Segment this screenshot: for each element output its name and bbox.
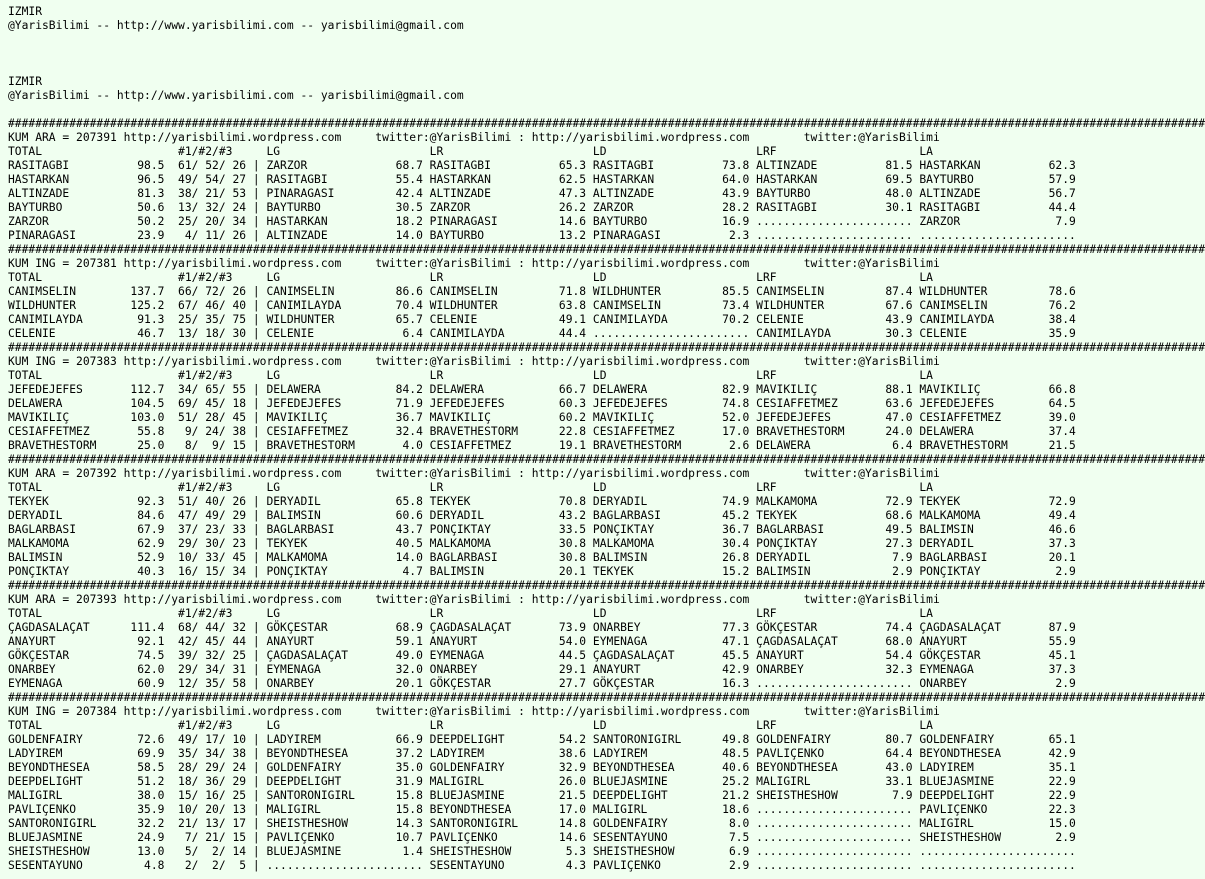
column-header-row: TOTAL #1/#2/#3 LG LR LD LRF LA: [8, 271, 933, 284]
ranking-row: SESENTAYUNO 4.8 2/ 2/ 5 | ....................... SESENTAYUNO 4.3 PAVLIÇENKO 2.9 ....................... .......................: [8, 859, 1076, 872]
ranking-row: SANTORONIGIRL 32.2 21/ 13/ 17 | SHEISTHESHOW 14.3 SANTORONIGIRL 14.8 GOLDENFAIRY 8.0 ....................... MALIGIRL 15.0: [8, 817, 1076, 830]
race-header: KUM ING = 207381 http://yarisbilimi.wordpress.com twitter:@YarisBilimi : http://yarisbilimi.wordpress.com twitter:@YarisBilimi: [8, 257, 940, 270]
race-header: KUM ING = 207384 http://yarisbilimi.wordpress.com twitter:@YarisBilimi : http://yarisbilimi.wordpress.com twitter:@YarisBilimi: [8, 705, 940, 718]
ranking-row: BAGLARBASI 67.9 37/ 23/ 33 | BAGLARBASI 43.7 PONÇIKTAY 33.5 PONÇIKTAY 36.7 BAGLARBASI 49.5 BALIMSIN 46.6: [8, 523, 1076, 536]
column-header-row: TOTAL #1/#2/#3 LG LR LD LRF LA: [8, 719, 933, 732]
ranking-row: LADYIREM 69.9 35/ 34/ 38 | BEYONDTHESEA 37.2 LADYIREM 38.6 LADYIREM 48.5 PAVLIÇENKO 64.4 BEYONDTHESEA 42.9: [8, 747, 1076, 760]
ranking-row: HASTARKAN 96.5 49/ 54/ 27 | RASITAGBI 55.4 HASTARKAN 62.5 HASTARKAN 64.0 HASTARKAN 69.5 BAYTURBO 57.9: [8, 173, 1076, 186]
ranking-row: DERYADIL 84.6 47/ 49/ 29 | BALIMSIN 60.6 DERYADIL 43.2 BAGLARBASI 45.2 TEKYEK 68.6 MALKAMOMA 49.4: [8, 509, 1076, 522]
ranking-row: CESIAFFETMEZ 55.8 9/ 24/ 38 | CESIAFFETMEZ 32.4 BRAVETHESTORM 22.8 CESIAFFETMEZ 17.0 BRAVETHESTORM 24.0 DELAWERA 37.4: [8, 425, 1076, 438]
ranking-row: PAVLIÇENKO 35.9 10/ 20/ 13 | MALIGIRL 15.8 BEYONDTHESEA 17.0 MALIGIRL 18.6 ....................... PAVLIÇENKO 22.3: [8, 803, 1076, 816]
race-header: KUM ARA = 207392 http://yarisbilimi.wordpress.com twitter:@YarisBilimi : http://yarisbilimi.wordpress.com twitter:@YarisBilimi: [8, 467, 940, 480]
race-header: KUM ING = 207383 http://yarisbilimi.wordpress.com twitter:@YarisBilimi : http://yarisbilimi.wordpress.com twitter:@YarisBilimi: [8, 355, 940, 368]
ranking-row: RASITAGBI 98.5 61/ 52/ 26 | ZARZOR 68.7 RASITAGBI 65.3 RASITAGBI 73.8 ALTINZADE 81.5 HASTARKAN 62.3: [8, 159, 1076, 172]
ranking-row: ÇAGDASALAÇAT 111.4 68/ 44/ 32 | GÖKÇESTAR 68.9 ÇAGDASALAÇAT 73.9 ONARBEY 77.3 GÖKÇESTAR 74.4 ÇAGDASALAÇAT 87.9: [8, 621, 1076, 634]
ranking-row: CELENIE 46.7 13/ 18/ 30 | CELENIE 6.4 CANIMILAYDA 44.4 ....................... CANIMILAYDA 30.3 CELENIE 35.9: [8, 327, 1076, 340]
ranking-row: BRAVETHESTORM 25.0 8/ 9/ 15 | BRAVETHESTORM 4.0 CESIAFFETMEZ 19.1 BRAVETHESTORM 2.6 DELAWERA 6.4 BRAVETHESTORM 21.5: [8, 439, 1076, 452]
ranking-row: DELAWERA 104.5 69/ 45/ 18 | JEFEDEJEFES 71.9 JEFEDEJEFES 60.3 JEFEDEJEFES 74.8 CESIAFFETMEZ 63.6 JEFEDEJEFES 64.5: [8, 397, 1076, 410]
ranking-row: BAYTURBO 50.6 13/ 32/ 24 | BAYTURBO 30.5 ZARZOR 26.2 ZARZOR 28.2 RASITAGBI 30.1 RASITAGBI 44.4: [8, 201, 1076, 214]
blank-line: [8, 103, 1073, 117]
section-separator: ################################################################################################################################################################################: [8, 579, 1205, 592]
contact-line: @YarisBilimi -- http://www.yarisbilimi.com -- yarisbilimi@gmail.com: [8, 89, 464, 102]
column-header-row: TOTAL #1/#2/#3 LG LR LD LRF LA: [8, 607, 933, 620]
ranking-row: ZARZOR 50.2 25/ 20/ 34 | HASTARKAN 18.2 PINARAGASI 14.6 BAYTURBO 16.9 ....................... ZARZOR 7.9: [8, 215, 1076, 228]
column-header-row: TOTAL #1/#2/#3 LG LR LD LRF LA: [8, 369, 933, 382]
ranking-row: ONARBEY 62.0 29/ 34/ 31 | EYMENAGA 32.0 ONARBEY 29.1 ANAYURT 42.9 ONARBEY 32.3 EYMENAGA 37.3: [8, 663, 1076, 676]
column-header-row: TOTAL #1/#2/#3 LG LR LD LRF LA: [8, 145, 933, 158]
section-separator: ################################################################################################################################################################################: [8, 117, 1205, 130]
ranking-row: MAVIKILIÇ 103.0 51/ 28/ 45 | MAVIKILIÇ 36.7 MAVIKILIÇ 60.2 MAVIKILIÇ 52.0 JEFEDEJEFES 47.0 CESIAFFETMEZ 39.0: [8, 411, 1076, 424]
ranking-row: CANIMILAYDA 91.3 25/ 35/ 75 | WILDHUNTER 65.7 CELENIE 49.1 CANIMILAYDA 70.2 CELENIE 43.9 CANIMILAYDA 38.4: [8, 313, 1076, 326]
ranking-row: ANAYURT 92.1 42/ 45/ 44 | ANAYURT 59.1 ANAYURT 54.0 EYMENAGA 47.1 ÇAGDASALAÇAT 68.0 ANAYURT 55.9: [8, 635, 1076, 648]
ranking-row: DEEPDELIGHT 51.2 18/ 36/ 29 | DEEPDELIGHT 31.9 MALIGIRL 26.0 BLUEJASMINE 25.2 MALIGIRL 33.1 BLUEJASMINE 22.9: [8, 775, 1076, 788]
blank-line: [8, 33, 1073, 47]
ranking-row: PINARAGASI 23.9 4/ 11/ 26 | ALTINZADE 14.0 BAYTURBO 13.2 PINARAGASI 2.3 ....................... .......................: [8, 229, 1076, 242]
column-header-row: TOTAL #1/#2/#3 LG LR LD LRF LA: [8, 481, 933, 494]
ranking-row: EYMENAGA 60.9 12/ 35/ 58 | ONARBEY 20.1 GÖKÇESTAR 27.7 GÖKÇESTAR 16.3 ....................... ONARBEY 2.9: [8, 677, 1076, 690]
ranking-row: BALIMSIN 52.9 10/ 33/ 45 | MALKAMOMA 14.0 BAGLARBASI 30.8 BALIMSIN 26.8 DERYADIL 7.9 BAGLARBASI 20.1: [8, 551, 1076, 564]
section-separator: ################################################################################################################################################################################: [8, 243, 1205, 256]
city-title: IZMIR: [8, 75, 43, 88]
ranking-row: GOLDENFAIRY 72.6 49/ 17/ 10 | LADYIREM 66.9 DEEPDELIGHT 54.2 SANTORONIGIRL 49.8 GOLDENFAIRY 80.7 GOLDENFAIRY 65.1: [8, 733, 1076, 746]
section-separator: ################################################################################################################################################################################: [8, 341, 1205, 354]
ranking-row: WILDHUNTER 125.2 67/ 46/ 40 | CANIMILAYDA 70.4 WILDHUNTER 63.8 CANIMSELIN 73.4 WILDHUNTER 67.6 CANIMSELIN 76.2: [8, 299, 1076, 312]
race-header: KUM ARA = 207393 http://yarisbilimi.wordpress.com twitter:@YarisBilimi : http://yarisbilimi.wordpress.com twitter:@YarisBilimi: [8, 593, 940, 606]
ranking-row: ALTINZADE 81.3 38/ 21/ 53 | PINARAGASI 42.4 ALTINZADE 47.3 ALTINZADE 43.9 BAYTURBO 48.0 ALTINZADE 56.7: [8, 187, 1076, 200]
section-separator: ################################################################################################################################################################################: [8, 691, 1205, 704]
ranking-row: MALIGIRL 38.0 15/ 16/ 25 | SANTORONIGIRL 15.8 BLUEJASMINE 21.5 DEEPDELIGHT 21.2 SHEISTHESHOW 7.9 DEEPDELIGHT 22.9: [8, 789, 1076, 802]
ranking-row: BEYONDTHESEA 58.5 28/ 29/ 24 | GOLDENFAIRY 35.0 GOLDENFAIRY 32.9 BEYONDTHESEA 40.6 BEYONDTHESEA 43.0 LADYIREM 35.1: [8, 761, 1076, 774]
ranking-row: CANIMSELIN 137.7 66/ 72/ 26 | CANIMSELIN 86.6 CANIMSELIN 71.8 WILDHUNTER 85.5 CANIMSELIN 87.4 WILDHUNTER 78.6: [8, 285, 1076, 298]
ranking-row: SHEISTHESHOW 13.0 5/ 2/ 14 | BLUEJASMINE 1.4 SHEISTHESHOW 5.3 SHEISTHESHOW 6.9 ....................... .......................: [8, 845, 1076, 858]
race-header: KUM ARA = 207391 http://yarisbilimi.wordpress.com twitter:@YarisBilimi : http://yarisbilimi.wordpress.com twitter:@YarisBilimi: [8, 131, 940, 144]
blank-line: [8, 61, 1073, 75]
ranking-row: BLUEJASMINE 24.9 7/ 21/ 15 | PAVLIÇENKO 10.7 PAVLIÇENKO 14.6 SESENTAYUNO 7.5 ....................... SHEISTHESHOW 2.9: [8, 831, 1076, 844]
ranking-row: TEKYEK 92.3 51/ 40/ 26 | DERYADIL 65.8 TEKYEK 70.8 DERYADIL 74.9 MALKAMOMA 72.9 TEKYEK 72.9: [8, 495, 1076, 508]
ranking-row: GÖKÇESTAR 74.5 39/ 32/ 25 | ÇAGDASALAÇAT 49.0 EYMENAGA 44.5 ÇAGDASALAÇAT 45.5 ANAYURT 54.4 GÖKÇESTAR 45.1: [8, 649, 1076, 662]
city-title: IZMIR: [8, 5, 43, 18]
contact-line: @YarisBilimi -- http://www.yarisbilimi.com -- yarisbilimi@gmail.com: [8, 19, 464, 32]
ranking-row: MALKAMOMA 62.9 29/ 30/ 23 | TEKYEK 40.5 MALKAMOMA 30.8 MALKAMOMA 30.4 PONÇIKTAY 27.3 DERYADIL 37.3: [8, 537, 1076, 550]
ranking-row: JEFEDEJEFES 112.7 34/ 65/ 55 | DELAWERA 84.2 DELAWERA 66.7 DELAWERA 82.9 MAVIKILIÇ 88.1 MAVIKILIÇ 66.8: [8, 383, 1076, 396]
blank-line: [8, 47, 1073, 61]
section-separator: ################################################################################################################################################################################: [8, 453, 1205, 466]
ranking-row: PONÇIKTAY 40.3 16/ 15/ 34 | PONÇIKTAY 4.7 BALIMSIN 20.1 TEKYEK 15.2 BALIMSIN 2.9 PONÇIKTAY 2.9: [8, 565, 1076, 578]
